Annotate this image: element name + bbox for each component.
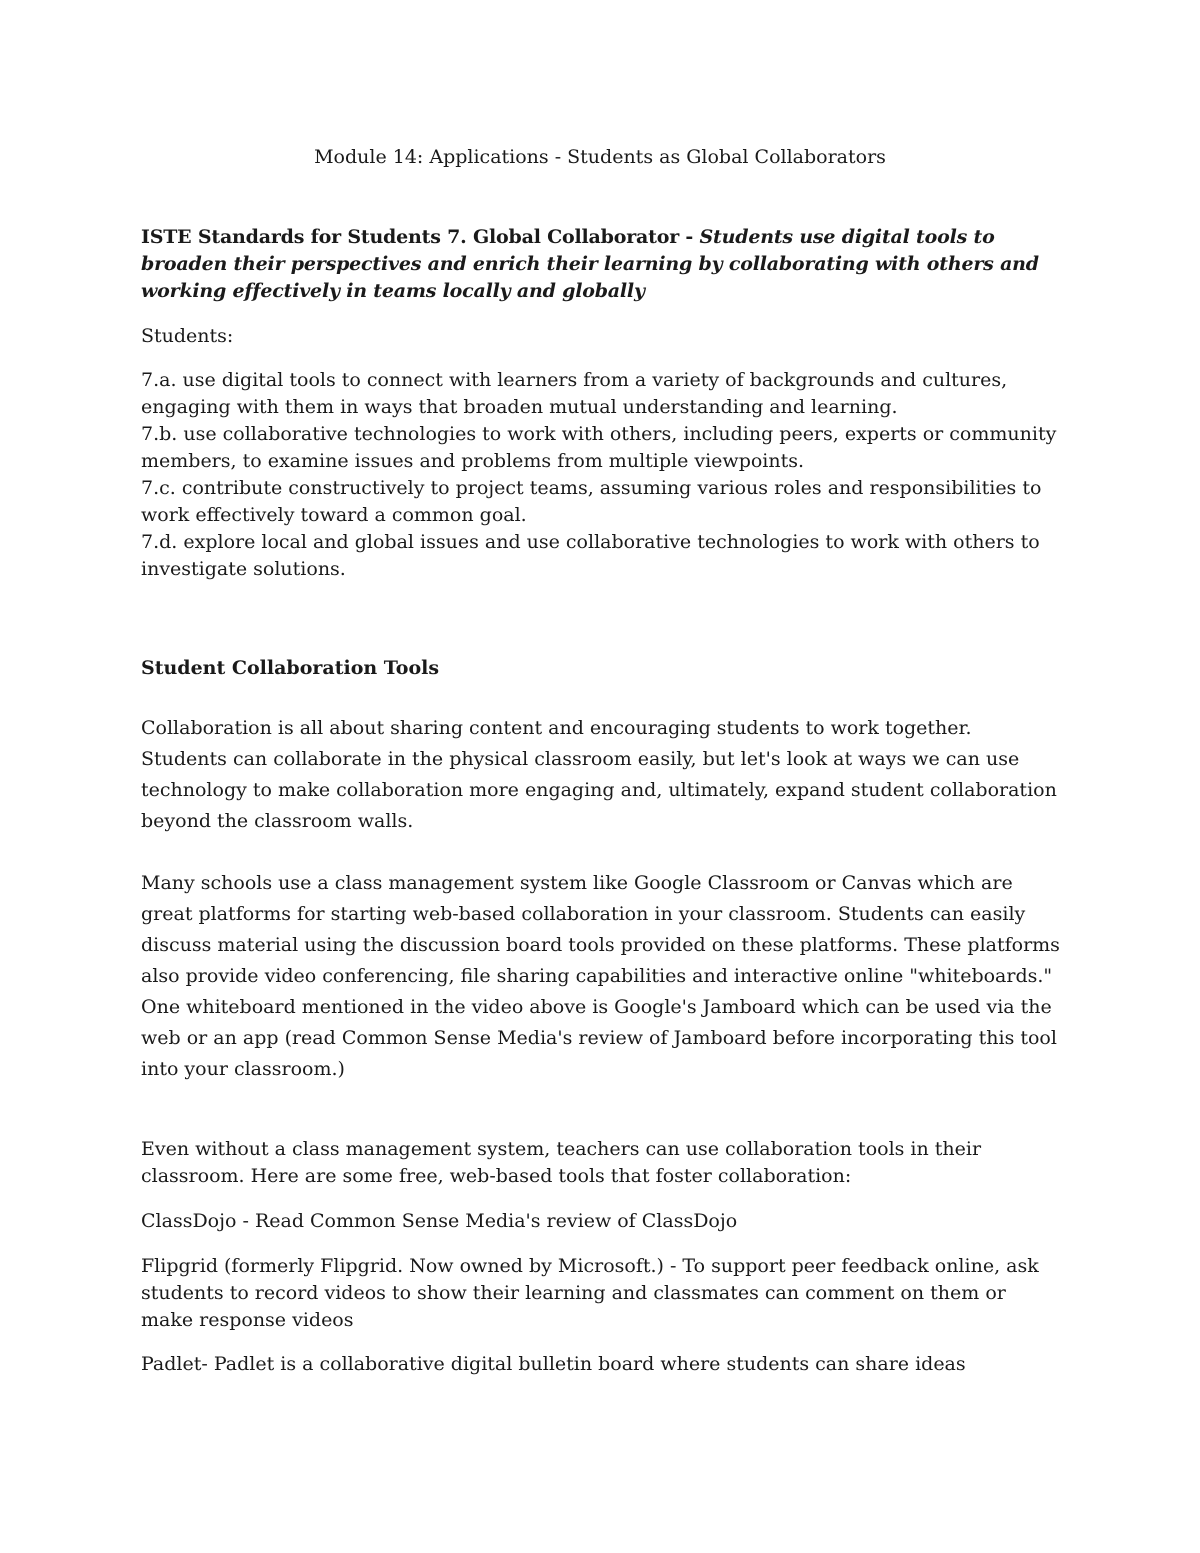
tool-item-padlet: Padlet- Padlet is a collaborative digital bulletin board where students can share ideas — [141, 1353, 966, 1375]
standard-item-7d: 7.d. explore local and global issues and use collaborative technologies to work with others to investigate solutions. — [141, 531, 1040, 580]
class-management-paragraph: Many schools use a class management system like Google Classroom or Canvas which are great platforms for starting web-based collaboration in your classroom. Students can easily discuss material using the discussion board tools provided on these platforms. These platforms also provide video conferencing, file sharing capabilities and interactive online "whiteboards." One whiteboard mentioned in the video above is Google's Jamboard which can be used via the web or an app (read Common Sense Media's review of Jamboard before incorporating this tool into your classroom.) — [141, 872, 1060, 1080]
students-label: Students: — [141, 325, 234, 347]
iste-heading-label: ISTE Standards for Students 7. Global Collaborator - — [141, 226, 700, 248]
tool-item-flipgrid: Flipgrid (formerly Flipgrid. Now owned by Microsoft.) - To support peer feedback online, ask students to record videos to show their learning and classmates can comment on them or make response videos — [141, 1255, 1039, 1331]
collaboration-paragraph: Collaboration is all about sharing content and encouraging students to work together. Students can collaborate in the physical classroom easily, but let's look at ways we can use technology to make collaboration more engaging and, ultimately, expand student collaboration beyond the classroom walls. — [141, 717, 1057, 832]
tools-section-heading: Student Collaboration Tools — [141, 657, 440, 679]
free-tools-intro-paragraph: Even without a class management system, teachers can use collaboration tools in their classroom. Here are some free, web-based tools that foster collaboration: — [141, 1138, 982, 1187]
tool-item-classdojo: ClassDojo - Read Common Sense Media's review of ClassDojo — [141, 1210, 738, 1232]
iste-standard-heading — [141, 224, 1061, 305]
standard-item-7c: 7.c. contribute constructively to project teams, assuming various roles and responsibilities to work effectively toward a common goal. — [141, 477, 1042, 526]
iste-description: Students use digital tools to broaden their perspectives and enrich their learning by collaborating with others and working effectively in teams locally and globally — [141, 226, 1039, 302]
standards-list — [141, 367, 1061, 583]
standard-item-7b: 7.b. use collaborative technologies to work with others, including peers, experts or community members, to examine issues and problems from multiple viewpoints. — [141, 423, 1057, 472]
page-title: Module 14: Applications - Students as Global Collaborators — [314, 146, 886, 168]
standard-item-7a: 7.a. use digital tools to connect with learners from a variety of backgrounds and cultures, engaging with them in ways that broaden mutual understanding and learning. — [141, 369, 1008, 418]
